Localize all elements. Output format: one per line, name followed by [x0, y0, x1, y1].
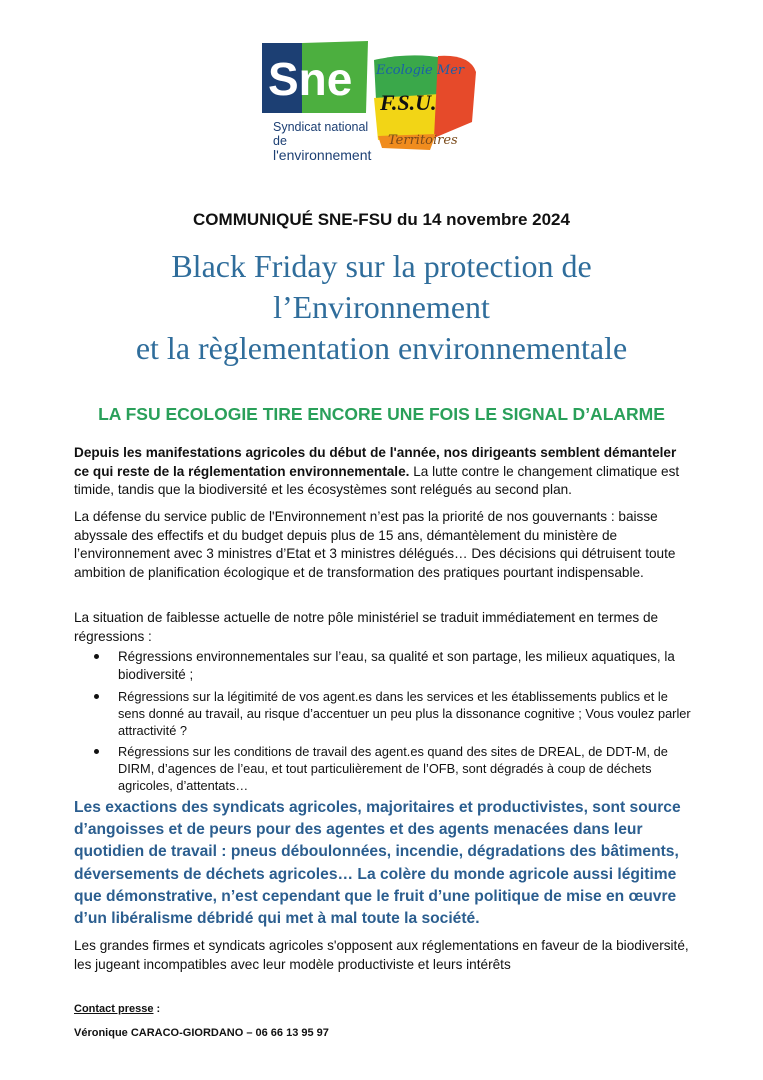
- fsu-logo-mid-text: F.S.U.: [380, 90, 437, 115]
- fsu-logo-bottom-text: Territoires: [388, 133, 458, 148]
- firms-paragraph: Les grandes firmes et syndicats agricoles s'opposent aux réglementations en faveur de la biodiversité, les jugeant incompatibles avec leur modèle productiviste et leurs intérêts: [74, 938, 689, 972]
- bullet-dot-icon: [94, 654, 99, 659]
- fsu-ecologie-logo: [370, 52, 480, 152]
- title-line-3: et la règlementation environnementale: [135, 330, 628, 366]
- sne-logo: [262, 41, 368, 115]
- list-item: [94, 648, 694, 684]
- list-item-text: Régressions sur les conditions de travail des agent.es quand des sites de DREAL, de DDT-M, de DIRM, d’agences de l’eau, et tout particulièrement de l’OFB, sont dégradés à coup de déchets agricoles, d’attentats…: [118, 744, 668, 793]
- regressions-list: [94, 648, 694, 798]
- sne-subtitle-line1: Syndicat national de: [273, 120, 369, 148]
- contact-label: [74, 1003, 160, 1015]
- title-line-2: l’Environnement: [273, 289, 490, 325]
- sne-subtitle: [273, 120, 373, 162]
- intro-rest-text: La lutte contre le changement climatique est timide, tandis que la biodiversité et les écosystèmes sont relégués au second plan.: [74, 463, 680, 497]
- contact-phone-line: Véronique CARACO-GIORDANO – 06 66 13 95 97: [74, 1027, 329, 1039]
- sne-subtitle-line2: l'environnement: [273, 147, 372, 163]
- fsu-logo-top-text: Ecologie Mer: [376, 63, 465, 78]
- list-item: [94, 688, 694, 739]
- list-item-text: Régressions sur la légitimité de vos agent.es dans les services et les établissements publics et le sens donné au travail, au risque d’accentuer un peu plus la dissonance cognitive ; Vous voulez parler attractivité ?: [118, 689, 691, 738]
- contact-label-separator: :: [153, 1003, 161, 1015]
- intro-paragraph: [74, 444, 690, 500]
- sne-logo-mark: Sne: [268, 53, 353, 105]
- alarm-subheading: LA FSU ECOLOGIE TIRE ENCORE UNE FOIS LE SIGNAL D’ALARME: [98, 404, 665, 424]
- communique-heading: COMMUNIQUÉ SNE-FSU du 14 novembre 2024: [193, 210, 570, 229]
- page-title: [40, 246, 723, 369]
- bullet-dot-icon: [94, 694, 99, 699]
- bullet-dot-icon: [94, 749, 99, 754]
- title-line-1: Black Friday sur la protection de: [171, 248, 592, 284]
- exactions-emphasis-paragraph: Les exactions des syndicats agricoles, majoritaires et productivistes, sont source d’angoisses et de peurs pour des agentes et des agents menacées dans leur quotidien de travail : pneus déboulonnées, incendie, dégradations des bâtiments, déversements de déchets agricoles… La colère du monde agricole aussi légitime que démonstrative, n’est cependant que le fruit d’une politique de mise en œuvre d’un libéralisme débridé qui met à mal toute la société.: [74, 799, 681, 928]
- list-item-text: Régressions environnementales sur l’eau, sa qualité et son partage, les milieux aquatiques, la biodiversité ;: [118, 649, 675, 682]
- public-service-paragraph: La défense du service public de l'Environnement n’est pas la priorité de nos gouvernants : baisse abyssale des effectifs et du budget depuis plus de 15 ans, démantèlement du ministère de l’environnement avec 3 ministres d’Etat et 3 ministres délégués… Des décisions qui détruisent toute ambition de planification écologique et de transformation des pratiques pourtant indispensable.: [74, 509, 676, 580]
- contact-label-text: Contact presse: [74, 1003, 154, 1015]
- list-item: [94, 743, 694, 794]
- intro-bold-text: Depuis les manifestations agricoles du début de l'année, nos dirigeants semblent démanteler ce qui reste de la réglementation environnementale.: [74, 445, 677, 479]
- regressions-intro-paragraph: La situation de faiblesse actuelle de notre pôle ministériel se traduit immédiatement en termes de régressions :: [74, 610, 659, 644]
